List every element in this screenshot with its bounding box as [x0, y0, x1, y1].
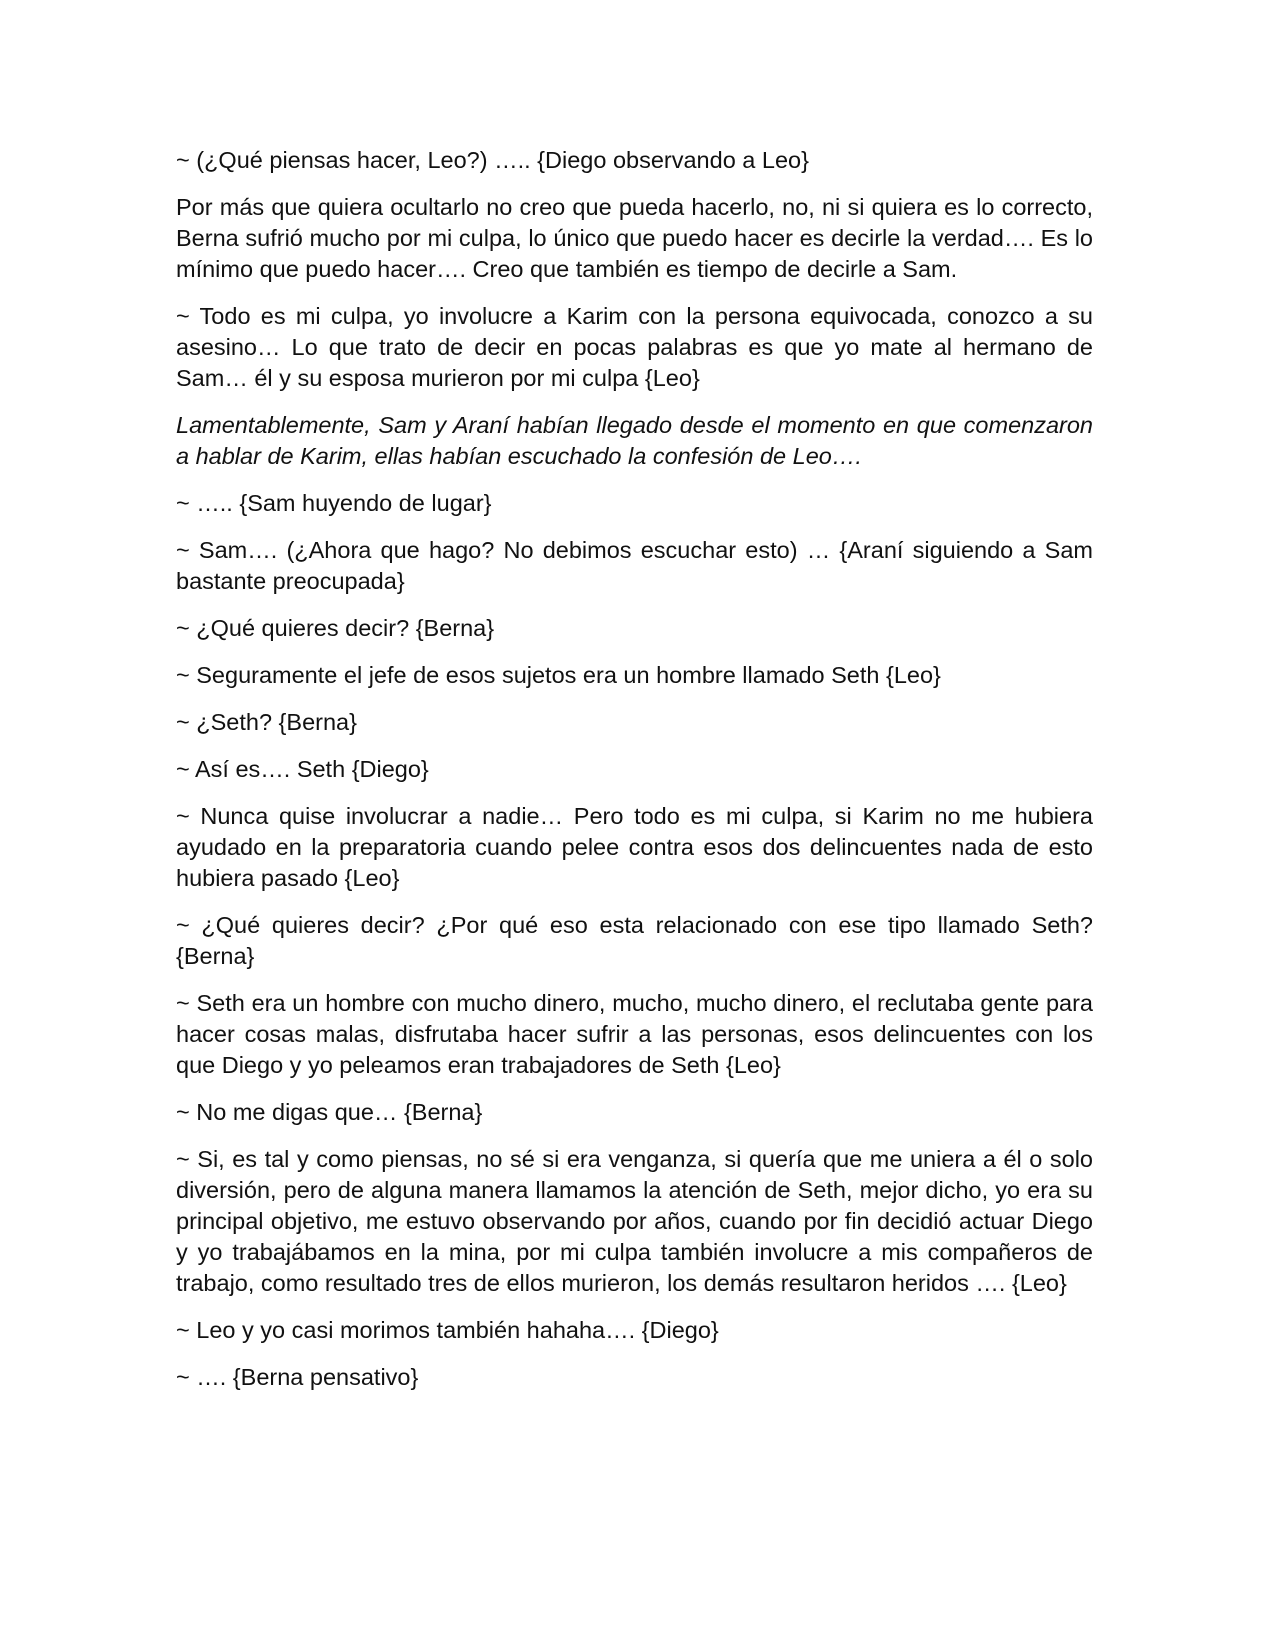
paragraph-10: ~ Así es…. Seth {Diego} [176, 756, 429, 782]
paragraph-9: ~ ¿Seth? {Berna} [176, 709, 357, 735]
paragraph-13: ~ Seth era un hombre con mucho dinero, mucho, mucho dinero, el reclutaba gente para hacer cosas malas, disfrutaba hacer sufrir a las personas, esos delincuentes con los que Diego y yo peleamos eran trabajadores de Seth {Leo} [176, 990, 1093, 1078]
paragraph-4-narration: Lamentablemente, Sam y Araní habían llegado desde el momento en que comenzaron a hablar de Karim, ellas habían escuchado la confesión de Leo…. [176, 412, 1093, 469]
paragraph-12: ~ ¿Qué quieres decir? ¿Por qué eso esta relacionado con ese tipo llamado Seth? {Berna} [176, 912, 1093, 969]
document-page [176, 145, 1093, 1409]
paragraph-2: Por más que quiera ocultarlo no creo que pueda hacerlo, no, ni si quiera es lo correcto, Berna sufrió mucho por mi culpa, lo único que puedo hacer es decirle la verdad…. Es lo mínimo que puedo hacer…. Creo que también es tiempo de decirle a Sam. [176, 194, 1093, 282]
paragraph-17: ~ …. {Berna pensativo} [176, 1364, 419, 1390]
paragraph-3: ~ Todo es mi culpa, yo involucre a Karim con la persona equivocada, conozco a su asesino… Lo que trato de decir en pocas palabras es que yo mate al hermano de Sam… él y su esposa murieron por mi culpa {Leo} [176, 303, 1093, 391]
paragraph-5: ~ ….. {Sam huyendo de lugar} [176, 490, 492, 516]
paragraph-14: ~ No me digas que… {Berna} [176, 1099, 483, 1125]
paragraph-7: ~ ¿Qué quieres decir? {Berna} [176, 615, 495, 641]
paragraph-1: ~ (¿Qué piensas hacer, Leo?) ….. {Diego observando a Leo} [176, 147, 809, 173]
paragraph-11: ~ Nunca quise involucrar a nadie… Pero todo es mi culpa, si Karim no me hubiera ayudado en la preparatoria cuando pelee contra esos dos delincuentes nada de esto hubiera pasado {Leo} [176, 803, 1093, 891]
paragraph-6: ~ Sam…. (¿Ahora que hago? No debimos escuchar esto) … {Araní siguiendo a Sam bastante preocupada} [176, 537, 1093, 594]
paragraph-16: ~ Leo y yo casi morimos también hahaha…. {Diego} [176, 1317, 719, 1343]
paragraph-8: ~ Seguramente el jefe de esos sujetos era un hombre llamado Seth {Leo} [176, 662, 941, 688]
paragraph-15: ~ Si, es tal y como piensas, no sé si era venganza, si quería que me uniera a él o solo diversión, pero de alguna manera llamamos la atención de Seth, mejor dicho, yo era su principal objetivo, me estuvo observando por años, cuando por fin decidió actuar Diego y yo trabajábamos en la mina, por mi culpa también involucre a mis compañeros de trabajo, como resultado tres de ellos murieron, los demás resultaron heridos …. {Leo} [176, 1146, 1093, 1296]
